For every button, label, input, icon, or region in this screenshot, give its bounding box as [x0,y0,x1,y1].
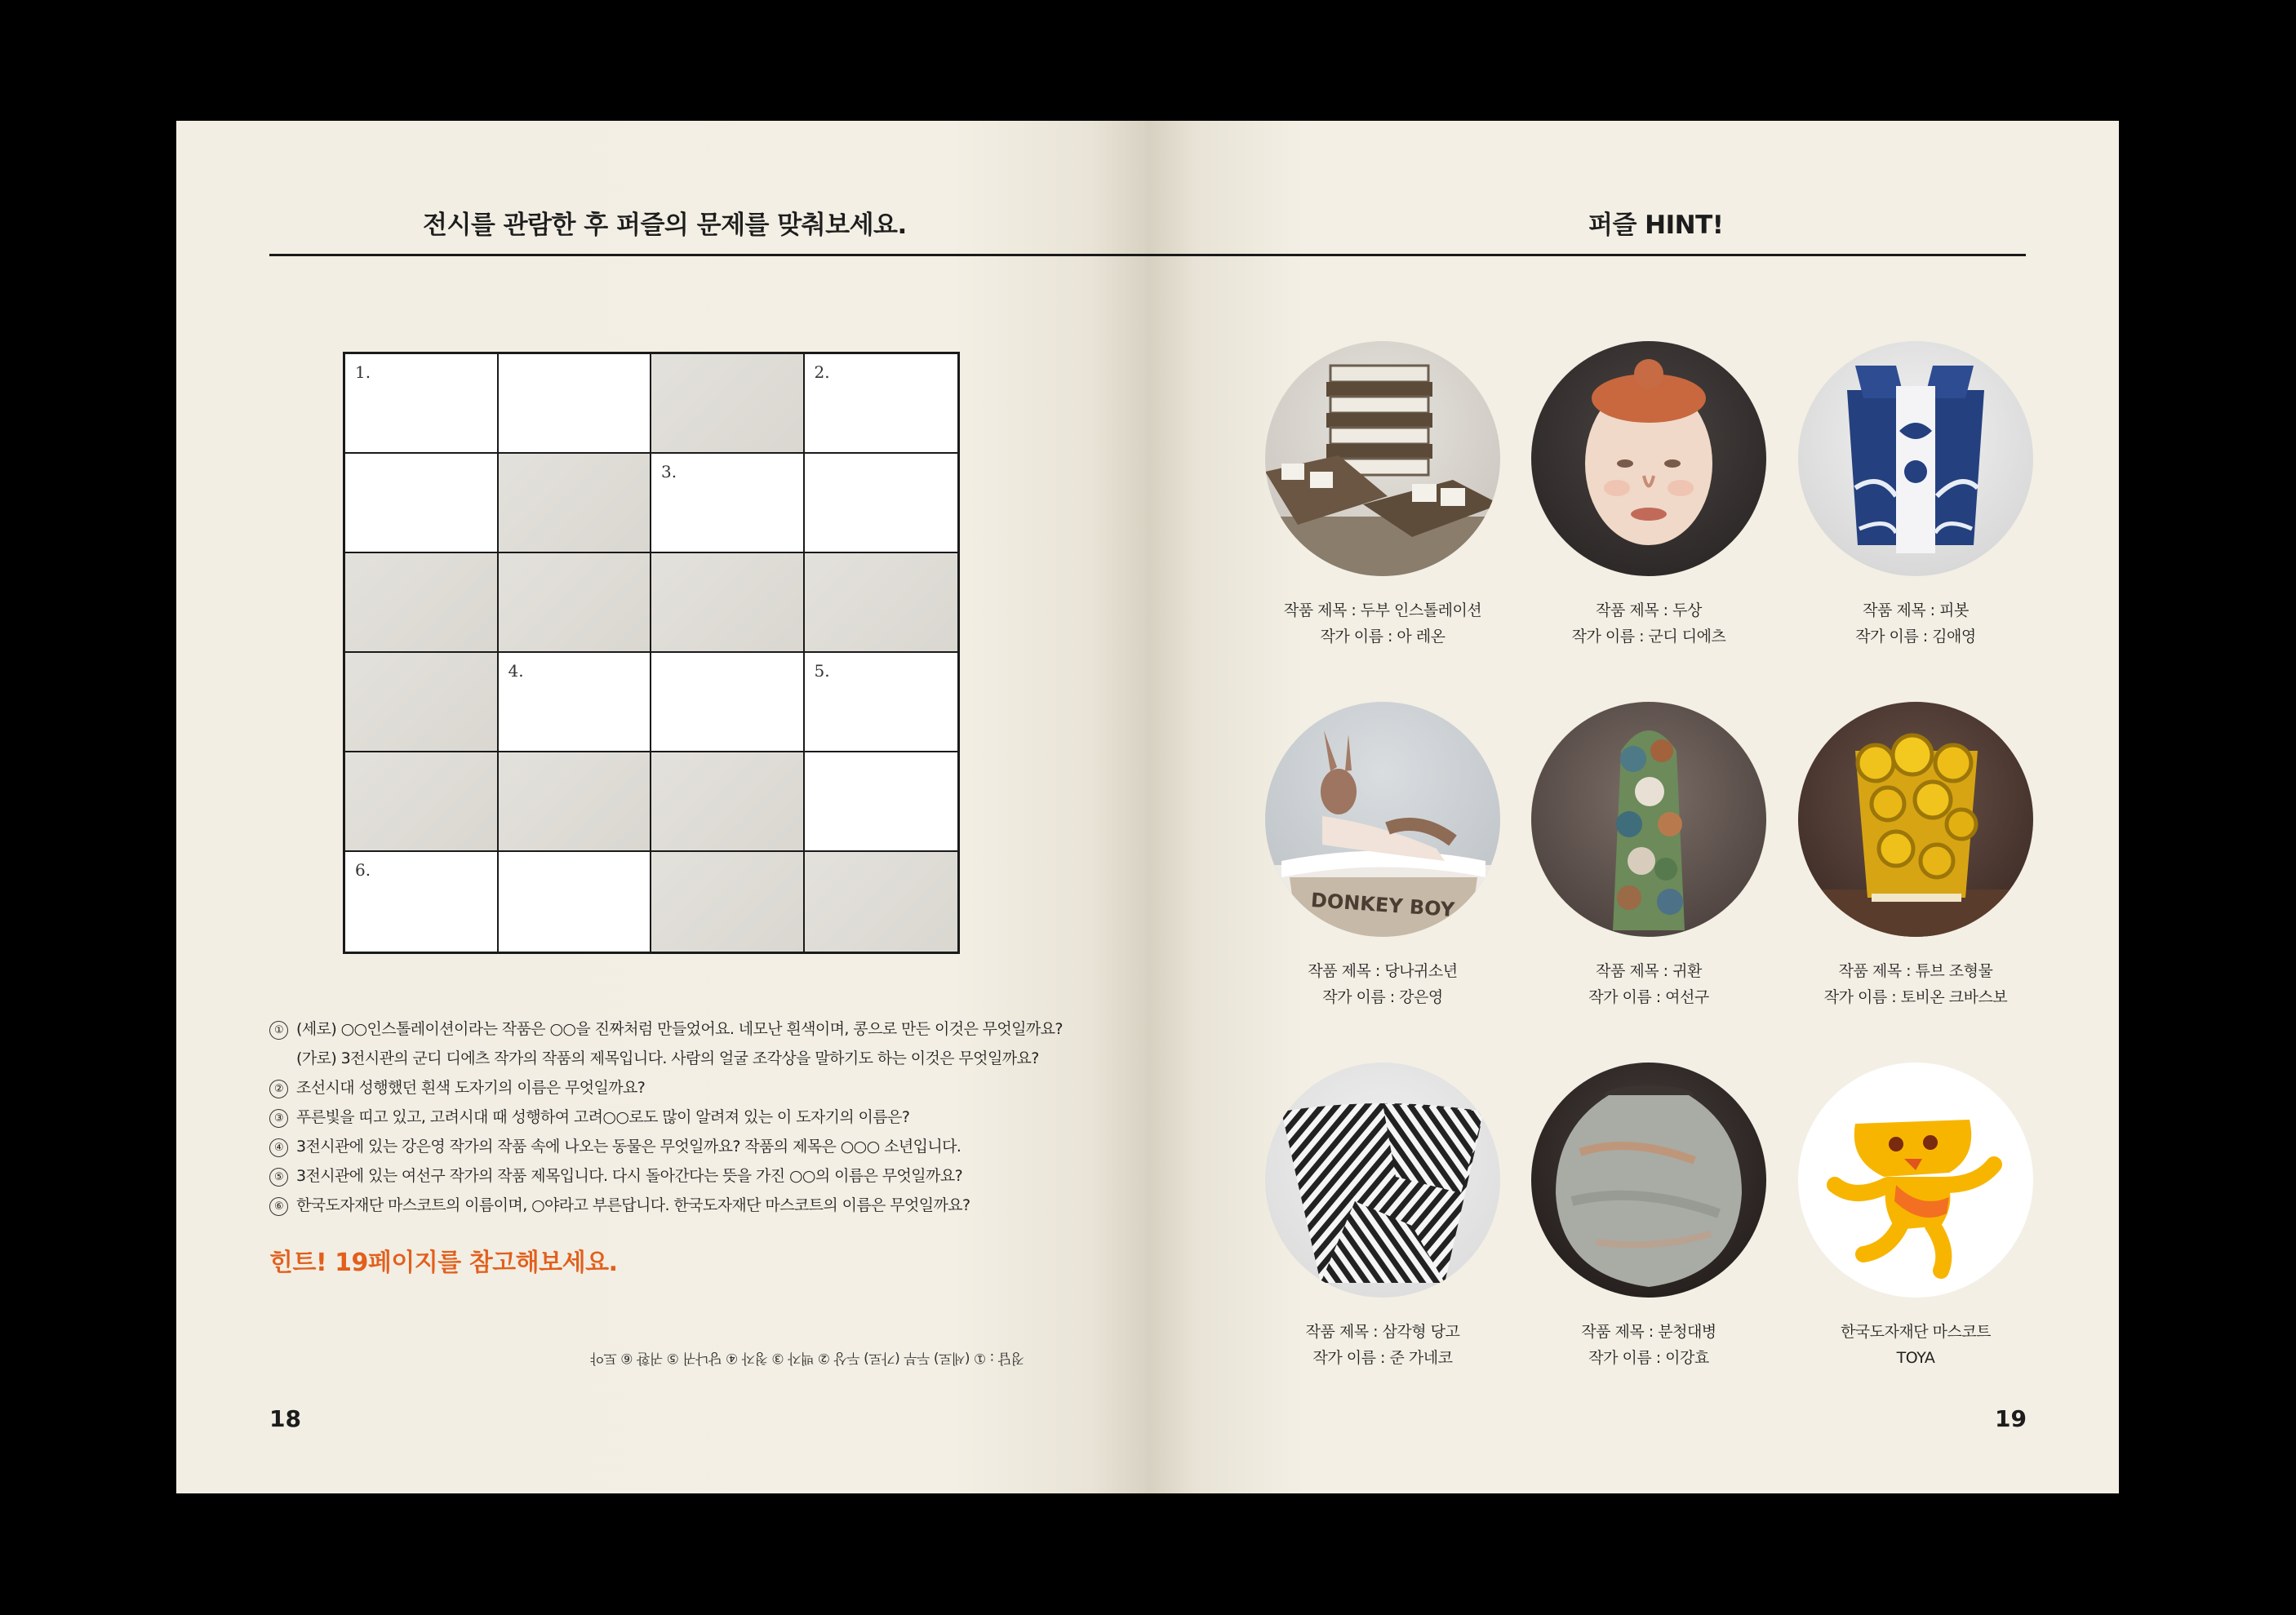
artist-name: 작가 이름 : 아 레온 [1320,628,1446,646]
artist-name: 작가 이름 : 토비온 크바스보 [1823,988,2008,1006]
artwork-caption [1769,958,2063,1010]
blocked-cell [651,354,805,454]
blocked-cell [499,752,652,852]
mascot-title: 한국도자재단 마스코트 [1840,1323,1992,1341]
page-number-19: 19 [1995,1405,2027,1432]
clue-number: 1. [355,362,371,382]
question-1-across [296,1046,1039,1068]
blocked-cell [499,454,652,553]
blocked-cell [499,553,652,653]
artwork-tofu-installation [1265,341,1500,576]
puzzle-heading: 전시를 관람한 후 퍼즐의 문제를 맞춰보세요. [423,211,907,240]
artwork-title: 작품 제목 : 당나귀소년 [1308,962,1458,980]
question-text: 3전시관에 있는 여선구 작가의 작품 제목입니다. 다시 돌아간다는 뜻을 가진 ○○의 이름은 무엇일까요? [296,1167,963,1185]
question-text: 푸른빛을 띠고 있고, 고려시대 때 성행하여 고려○○로도 많이 알려져 있는 이 도자기의 이름은? [296,1108,910,1126]
question-number: ① [269,1021,288,1040]
artwork-triangle-dango [1265,1063,1500,1298]
clue-number: 3. [661,462,677,481]
artwork-title: 작품 제목 : 두부 인스톨레이션 [1283,601,1482,619]
page-18 [176,121,1148,1493]
artwork-pivot-vase [1798,341,2033,576]
question-3 [269,1105,909,1128]
question-number: ③ [269,1109,288,1128]
upside-down-answer: 정답 : ① (세로) 두부 (가로) 두상 ② 백자 ③ 청자 ④ 당나귀 ⑤ 귀환 ⑥ 토야 [591,1350,1025,1366]
artwork-buncheong-jar [1531,1063,1766,1298]
artwork-title: 작품 제목 : 두상 [1596,601,1702,619]
grid-cell[interactable] [345,354,499,454]
clue-number: 5. [814,661,830,681]
blocked-cell [805,852,958,952]
grid-cell[interactable] [805,354,958,454]
artist-name: 작가 이름 : 여선구 [1588,988,1709,1006]
heading-rule [269,254,1148,256]
grid-cell[interactable] [499,653,652,752]
blocked-cell [651,752,805,852]
grid-cell[interactable] [805,454,958,553]
artist-name: 작가 이름 : 군디 디에츠 [1571,628,1726,646]
artwork-caption [1236,958,1530,1010]
artwork-title: 작품 제목 : 분청대병 [1581,1323,1716,1341]
grid-cell[interactable] [499,354,652,454]
blocked-cell [805,553,958,653]
artwork-return [1531,702,1766,937]
artwork-title: 작품 제목 : 삼각형 당고 [1305,1323,1460,1341]
blocked-cell [651,852,805,952]
crossword-grid [343,352,960,954]
artwork-caption [1502,958,1796,1010]
grid-cell[interactable] [345,852,499,952]
question-1-down [269,1017,1063,1040]
blocked-cell [345,752,499,852]
question-text: (가로) 3전시관의 군디 디에츠 작가의 작품의 제목입니다. 사람의 얼굴 조각상을 말하기도 하는 이것은 무엇일까요? [296,1049,1039,1067]
heading-rule [1148,254,2026,256]
artist-name: 작가 이름 : 김애영 [1855,628,1976,646]
mascot-toya [1798,1063,2033,1298]
artwork-caption [1502,1319,1796,1371]
question-text: (세로) ○○인스톨레이션이라는 작품은 ○○을 진짜처럼 만들었어요. 네모난 흰색이며, 콩으로 만든 이것은 무엇일까요? [296,1020,1063,1038]
question-text: 조선시대 성행했던 흰색 도자기의 이름은 무엇일까요? [296,1079,646,1097]
grid-cell[interactable] [345,454,499,553]
artist-name: 작가 이름 : 이강효 [1588,1349,1709,1367]
artwork-title: 작품 제목 : 귀환 [1596,962,1702,980]
donkey-sign: DONKEY BOY [1310,888,1456,922]
artwork-caption [1769,597,2063,650]
artwork-donkey-boy [1265,702,1500,937]
booklet-spread [176,121,2119,1493]
page-number-18: 18 [269,1405,301,1432]
artwork-title: 작품 제목 : 튜브 조형물 [1838,962,1993,980]
blocked-cell [345,653,499,752]
question-number: ② [269,1080,288,1098]
clue-number: 4. [508,661,524,681]
blocked-cell [651,553,805,653]
artwork-caption [1236,1319,1530,1371]
clue-number: 2. [814,362,830,382]
grid-cell[interactable] [651,653,805,752]
hint-heading: 퍼즐 HINT! [1588,211,1724,240]
artwork-caption [1769,1319,2063,1371]
question-text: 한국도자재단 마스코트의 이름이며, ○야라고 부른답니다. 한국도자재단 마스코트의 이름은 무엇일까요? [296,1196,970,1214]
page-19 [1148,121,2119,1493]
artist-name: 작가 이름 : 강은영 [1322,988,1443,1006]
artwork-caption [1236,597,1530,650]
mascot-name: TOYA [1896,1349,1935,1367]
question-5 [269,1164,962,1187]
artwork-head-sculpture [1531,341,1766,576]
blocked-cell [345,553,499,653]
hint-text: 힌트! 19페이지를 참고해보세요. [269,1249,618,1277]
grid-cell[interactable] [805,752,958,852]
clue-number: 6. [355,860,371,880]
artist-name: 작가 이름 : 준 가네코 [1312,1349,1453,1367]
question-number: ⑥ [269,1197,288,1216]
question-2 [269,1076,645,1098]
grid-cell[interactable] [651,454,805,553]
question-text: 3전시관에 있는 강은영 작가의 작품 속에 나오는 동물은 무엇일까요? 작품의 제목은 ○○○ 소년입니다. [296,1138,961,1156]
grid-cell[interactable] [805,653,958,752]
question-number: ④ [269,1138,288,1157]
question-number: ⑤ [269,1168,288,1187]
question-4 [269,1134,961,1157]
question-6 [269,1193,970,1216]
grid-cell[interactable] [499,852,652,952]
artwork-title: 작품 제목 : 피봇 [1863,601,1969,619]
artwork-tube-sculpture [1798,702,2033,937]
artwork-caption [1502,597,1796,650]
